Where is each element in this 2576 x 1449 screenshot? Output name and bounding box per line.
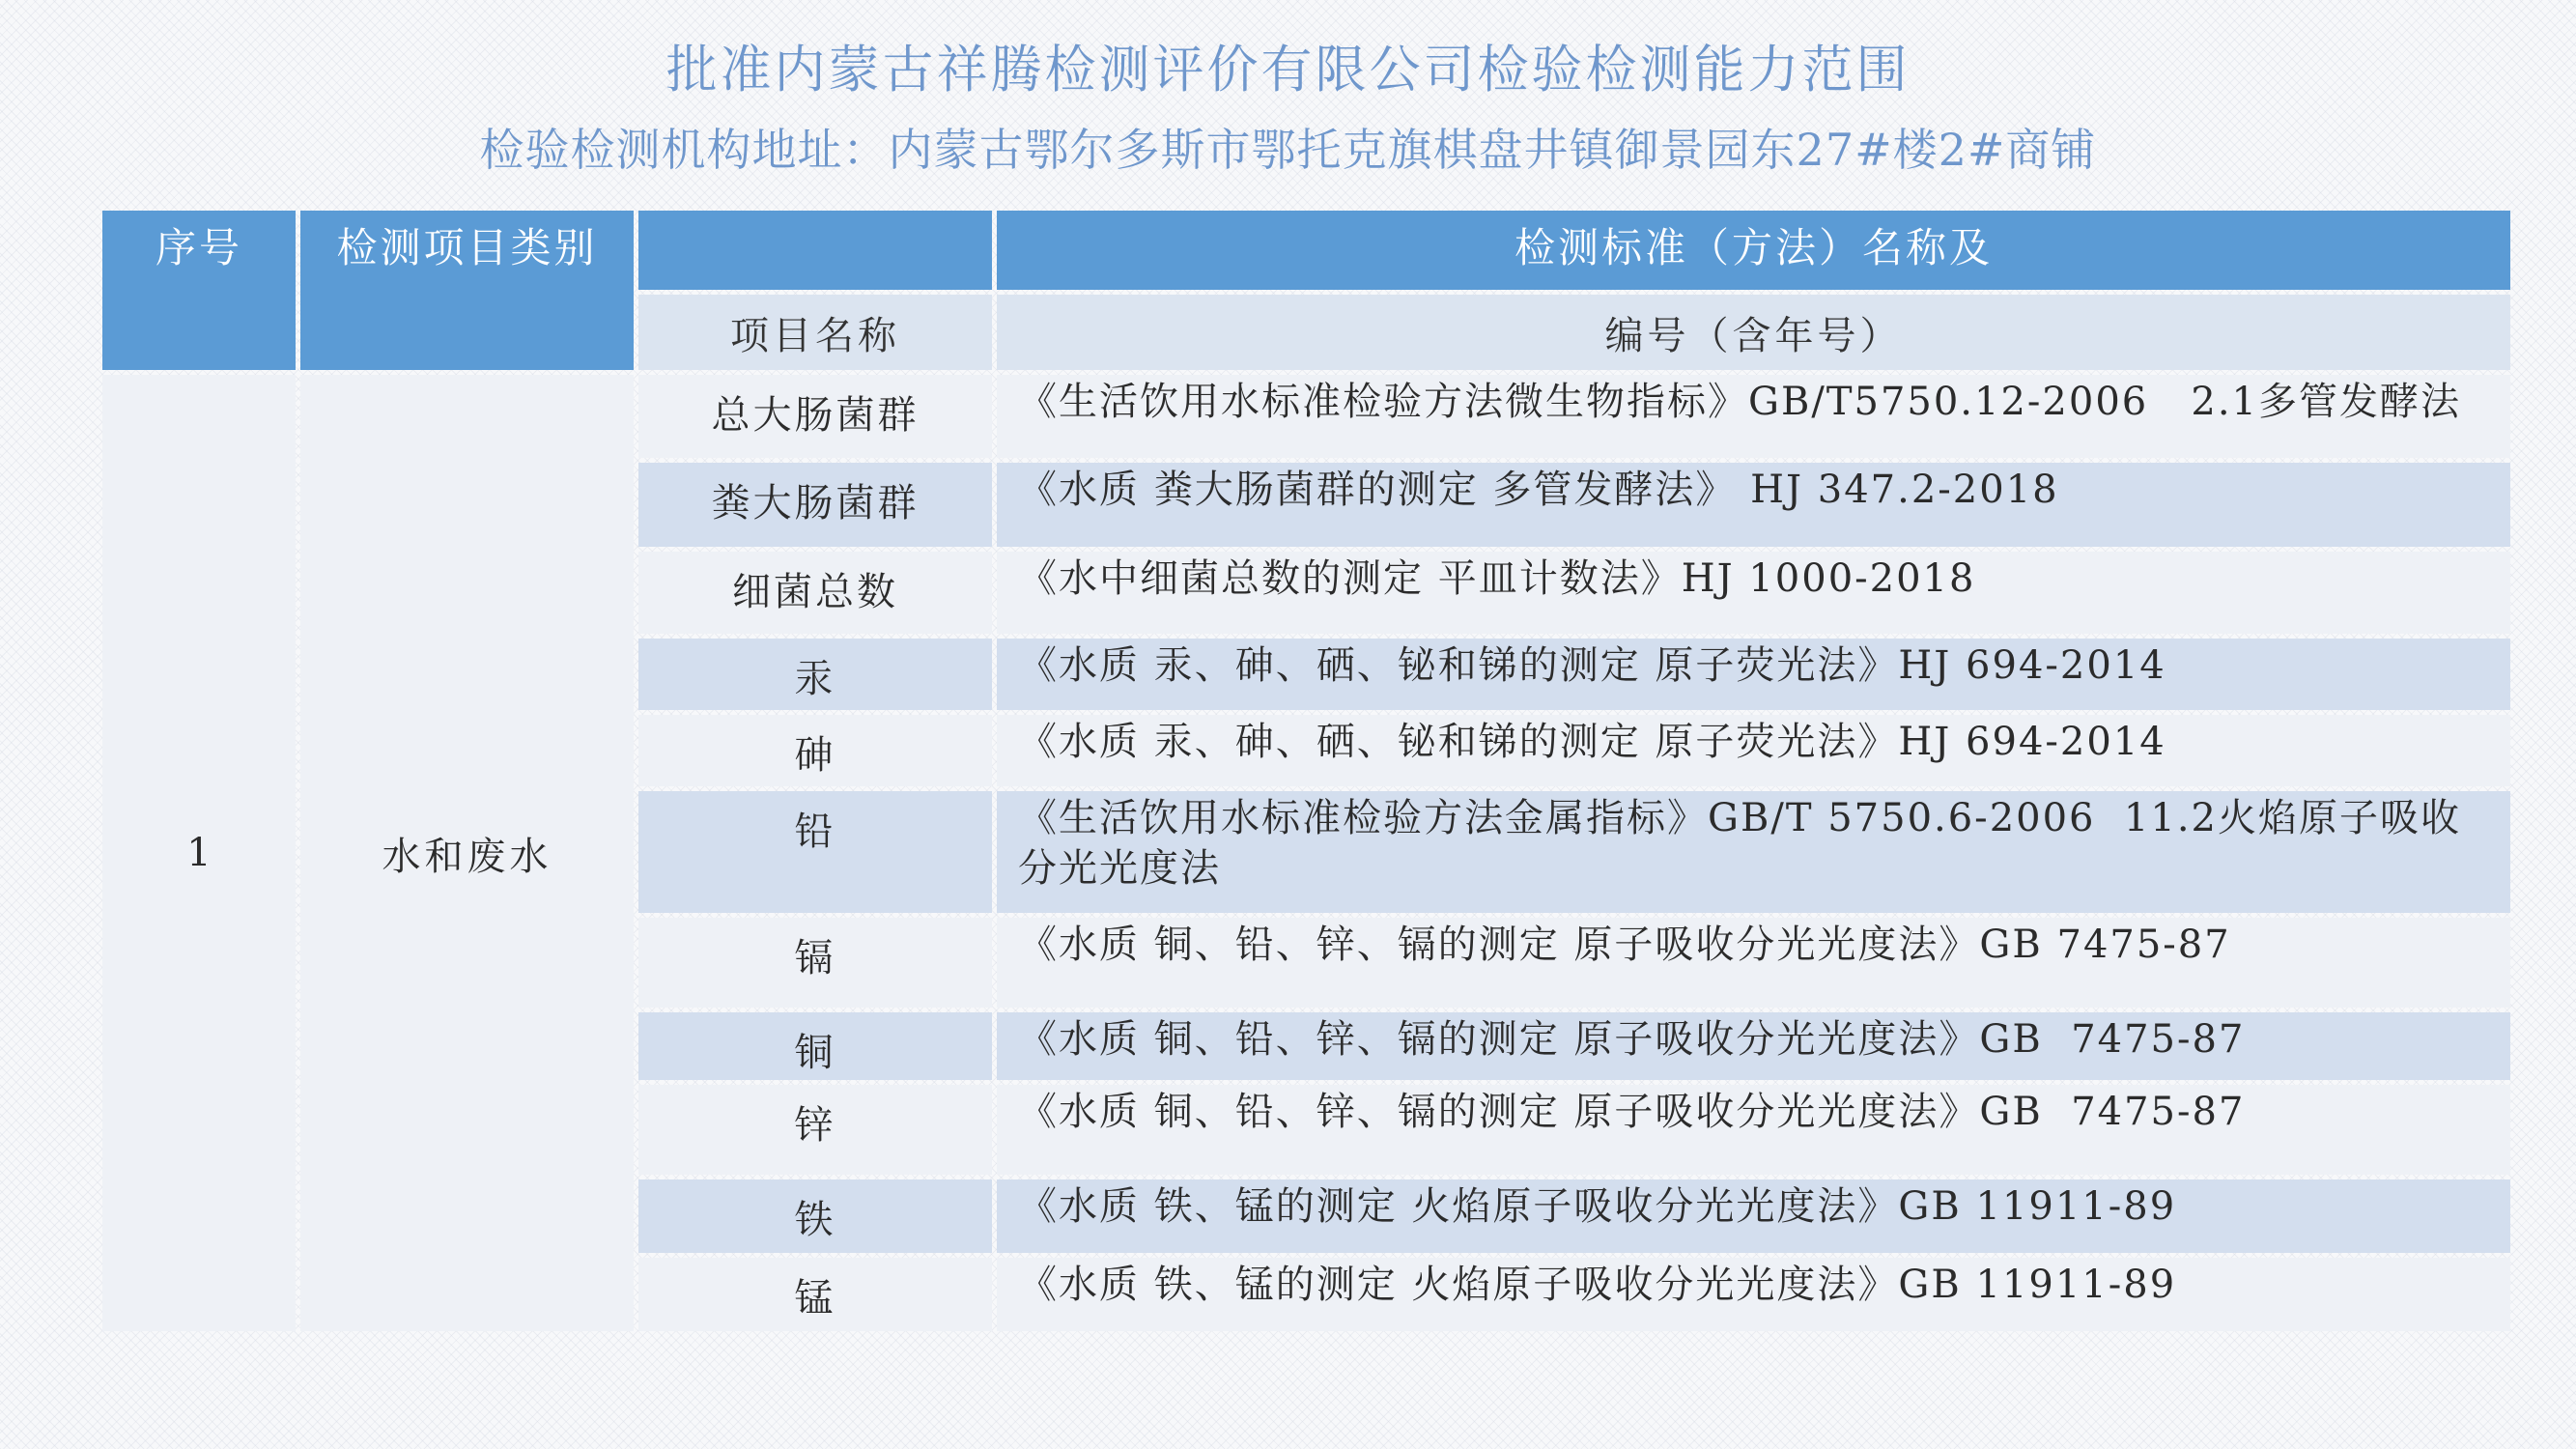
item-name-cell: 铁 <box>638 1179 992 1253</box>
item-name-cell: 铅 <box>638 791 992 913</box>
page-title: 批准内蒙古祥腾检测评价有限公司检验检测能力范围 <box>665 41 1911 99</box>
item-name-cell: 铜 <box>638 1012 992 1080</box>
header-blank <box>638 211 992 290</box>
standard-cell: 《生活饮用水标准检验方法微生物指标》GB/T5750.12-2006 2.1多管发酵法 <box>997 375 2510 458</box>
header-item-name: 项目名称 <box>638 295 992 370</box>
standard-cell: 《生活饮用水标准检验方法金属指标》GB/T 5750.6-2006 11.2火焰原子吸收分光光度法 <box>997 791 2510 913</box>
item-name-cell: 细菌总数 <box>638 552 992 634</box>
item-name-cell: 粪大肠菌群 <box>638 463 992 547</box>
capability-scope-table <box>98 206 2515 1336</box>
standard-cell: 《水质 粪大肠菌群的测定 多管发酵法》 HJ 347.2-2018 <box>997 463 2510 547</box>
standard-cell: 《水质 铜、铅、锌、镉的测定 原子吸收分光光度法》GB 7475-87 <box>997 918 2510 1008</box>
standard-cell: 《水中细菌总数的测定 平皿计数法》HJ 1000-2018 <box>997 552 2510 634</box>
header-standard-bottom: 编号（含年号） <box>997 295 2510 370</box>
item-name-cell: 锌 <box>638 1085 992 1175</box>
standard-cell: 《水质 汞、砷、硒、铋和锑的测定 原子荧光法》HJ 694-2014 <box>997 715 2510 786</box>
item-name-cell: 砷 <box>638 715 992 786</box>
header-seq: 序号 <box>102 211 296 370</box>
item-name-cell: 锰 <box>638 1258 992 1331</box>
group-category: 水和废水 <box>300 375 634 1331</box>
group-seq: 1 <box>102 375 296 1331</box>
header-standard-top: 检测标准（方法）名称及 <box>997 211 2510 290</box>
standard-cell: 《水质 铁、锰的测定 火焰原子吸收分光光度法》GB 11911-89 <box>997 1258 2510 1331</box>
standard-cell: 《水质 汞、砷、硒、铋和锑的测定 原子荧光法》HJ 694-2014 <box>997 639 2510 710</box>
standard-cell: 《水质 铁、锰的测定 火焰原子吸收分光光度法》GB 11911-89 <box>997 1179 2510 1253</box>
table-row <box>102 375 2510 458</box>
standard-cell: 《水质 铜、铅、锌、镉的测定 原子吸收分光光度法》GB 7475-87 <box>997 1012 2510 1080</box>
address-subtitle: 检验检测机构地址：内蒙古鄂尔多斯市鄂托克旗棋盘井镇御景园东27#楼2#商铺 <box>479 124 2097 176</box>
item-name-cell: 镉 <box>638 918 992 1008</box>
item-name-cell: 总大肠菌群 <box>638 375 992 458</box>
standard-cell: 《水质 铜、铅、锌、镉的测定 原子吸收分光光度法》GB 7475-87 <box>997 1085 2510 1175</box>
item-name-cell: 汞 <box>638 639 992 710</box>
header-category: 检测项目类别 <box>300 211 634 370</box>
